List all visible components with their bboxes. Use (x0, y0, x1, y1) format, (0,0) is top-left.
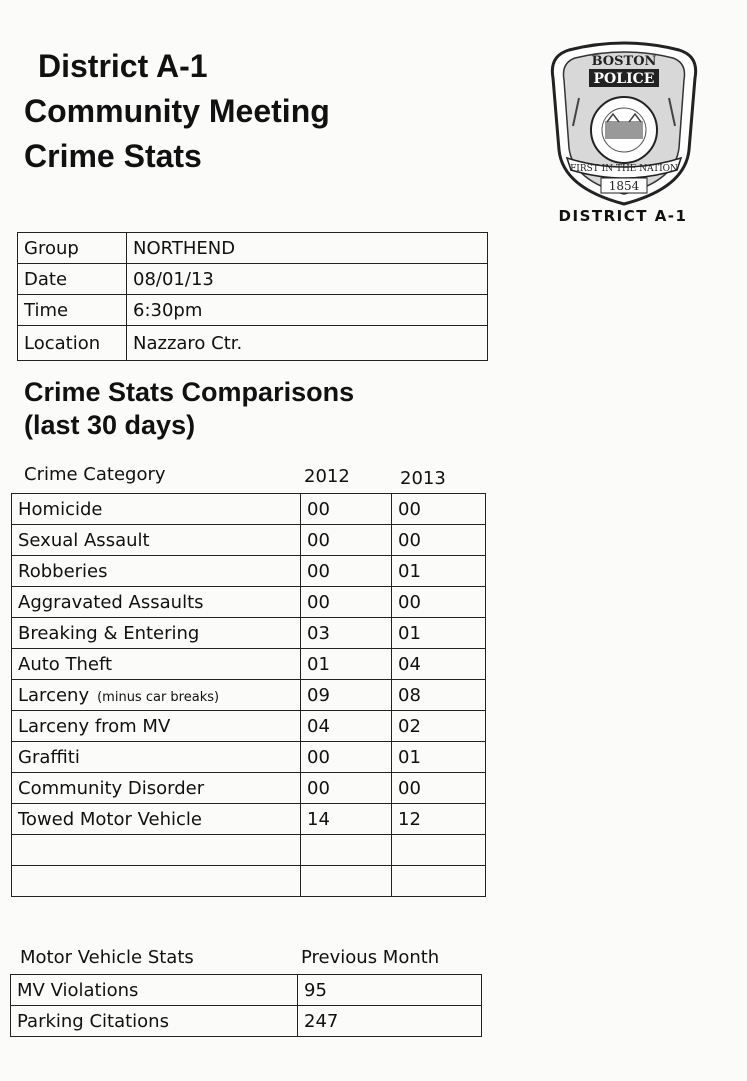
info-row-date (18, 264, 488, 295)
table-row (12, 804, 486, 835)
info-label: Location (18, 326, 127, 361)
value-2012: 03 (301, 618, 392, 649)
mv-stat-value: 95 (298, 975, 482, 1006)
value-2013: 00 (392, 494, 486, 525)
comparison-heading-line1: Crime Stats Comparisons (24, 377, 355, 407)
column-header-previous-month: Previous Month (301, 947, 440, 968)
info-value: 6:30pm (127, 295, 488, 326)
value-2012: 00 (301, 742, 392, 773)
info-value: 08/01/13 (127, 264, 488, 295)
svg-text:BOSTON: BOSTON (591, 54, 657, 69)
seal-caption: DISTRICT A-1 (558, 207, 688, 225)
page-title (24, 44, 330, 179)
crime-category: Towed Motor Vehicle (12, 804, 301, 835)
title-line-crime-stats: Crime Stats (24, 138, 202, 174)
crime-category: Homicide (12, 494, 301, 525)
comparison-heading-line2: (last 30 days) (24, 410, 196, 440)
value-2012: 04 (301, 711, 392, 742)
empty-cell (12, 835, 301, 866)
motor-vehicle-stats-table (10, 974, 482, 1037)
table-row (12, 742, 486, 773)
crime-category: Graffiti (12, 742, 301, 773)
meeting-info-table (17, 232, 488, 361)
value-2012: 00 (301, 773, 392, 804)
column-header-mv-stats: Motor Vehicle Stats (20, 947, 194, 968)
svg-text:POLICE: POLICE (593, 71, 655, 87)
crime-category: Larceny from MV (12, 711, 301, 742)
table-row (12, 680, 486, 711)
empty-cell (12, 866, 301, 897)
value-2013: 04 (392, 649, 486, 680)
column-header-category: Crime Category (24, 464, 166, 485)
info-value: Nazzaro Ctr. (127, 326, 488, 361)
value-2013: 00 (392, 525, 486, 556)
title-line-meeting: Community Meeting (24, 93, 330, 129)
table-row (12, 618, 486, 649)
value-2012: 00 (301, 587, 392, 618)
table-row (12, 556, 486, 587)
table-row (11, 1006, 482, 1037)
mv-stat-label: MV Violations (11, 975, 298, 1006)
comparison-heading (24, 376, 354, 442)
table-row (12, 525, 486, 556)
empty-cell (301, 835, 392, 866)
value-2013: 01 (392, 742, 486, 773)
value-2013: 02 (392, 711, 486, 742)
crime-category: Auto Theft (12, 649, 301, 680)
table-row (12, 587, 486, 618)
info-label: Time (18, 295, 127, 326)
crime-category: Breaking & Entering (12, 618, 301, 649)
title-line-district: District A-1 (38, 48, 208, 84)
empty-cell (392, 866, 486, 897)
empty-row (12, 835, 486, 866)
value-2012: 09 (301, 680, 392, 711)
crime-comparison-table (11, 493, 486, 897)
info-row-time (18, 295, 488, 326)
column-header-2013: 2013 (400, 468, 446, 489)
table-row (12, 773, 486, 804)
value-2013: 12 (392, 804, 486, 835)
table-row (12, 649, 486, 680)
boston-police-badge-logo (549, 38, 699, 206)
crime-category: Community Disorder (12, 773, 301, 804)
value-2013: 00 (392, 587, 486, 618)
svg-text:1854: 1854 (608, 179, 640, 193)
crime-category: Sexual Assault (12, 525, 301, 556)
crime-category: Robberies (12, 556, 301, 587)
empty-row (12, 866, 486, 897)
crime-category-label: Larceny (18, 684, 90, 706)
value-2012: 00 (301, 556, 392, 587)
value-2012: 14 (301, 804, 392, 835)
info-row-group (18, 233, 488, 264)
value-2012: 00 (301, 525, 392, 556)
value-2013: 08 (392, 680, 486, 711)
crime-category (12, 680, 301, 711)
table-row (12, 711, 486, 742)
info-row-location (18, 326, 488, 361)
value-2012: 00 (301, 494, 392, 525)
info-label: Date (18, 264, 127, 295)
crime-category-note: (minus car breaks) (97, 689, 220, 705)
column-header-2012: 2012 (304, 466, 350, 487)
mv-stat-value: 247 (298, 1006, 482, 1037)
value-2012: 01 (301, 649, 392, 680)
empty-cell (301, 866, 392, 897)
value-2013: 01 (392, 618, 486, 649)
value-2013: 01 (392, 556, 486, 587)
crime-category: Aggravated Assaults (12, 587, 301, 618)
mv-stat-label: Parking Citations (11, 1006, 298, 1037)
empty-cell (392, 835, 486, 866)
info-value: NORTHEND (127, 233, 488, 264)
table-row (11, 975, 482, 1006)
svg-text:FIRST IN THE NATION: FIRST IN THE NATION (570, 164, 678, 174)
info-label: Group (18, 233, 127, 264)
table-row (12, 494, 486, 525)
value-2013: 00 (392, 773, 486, 804)
